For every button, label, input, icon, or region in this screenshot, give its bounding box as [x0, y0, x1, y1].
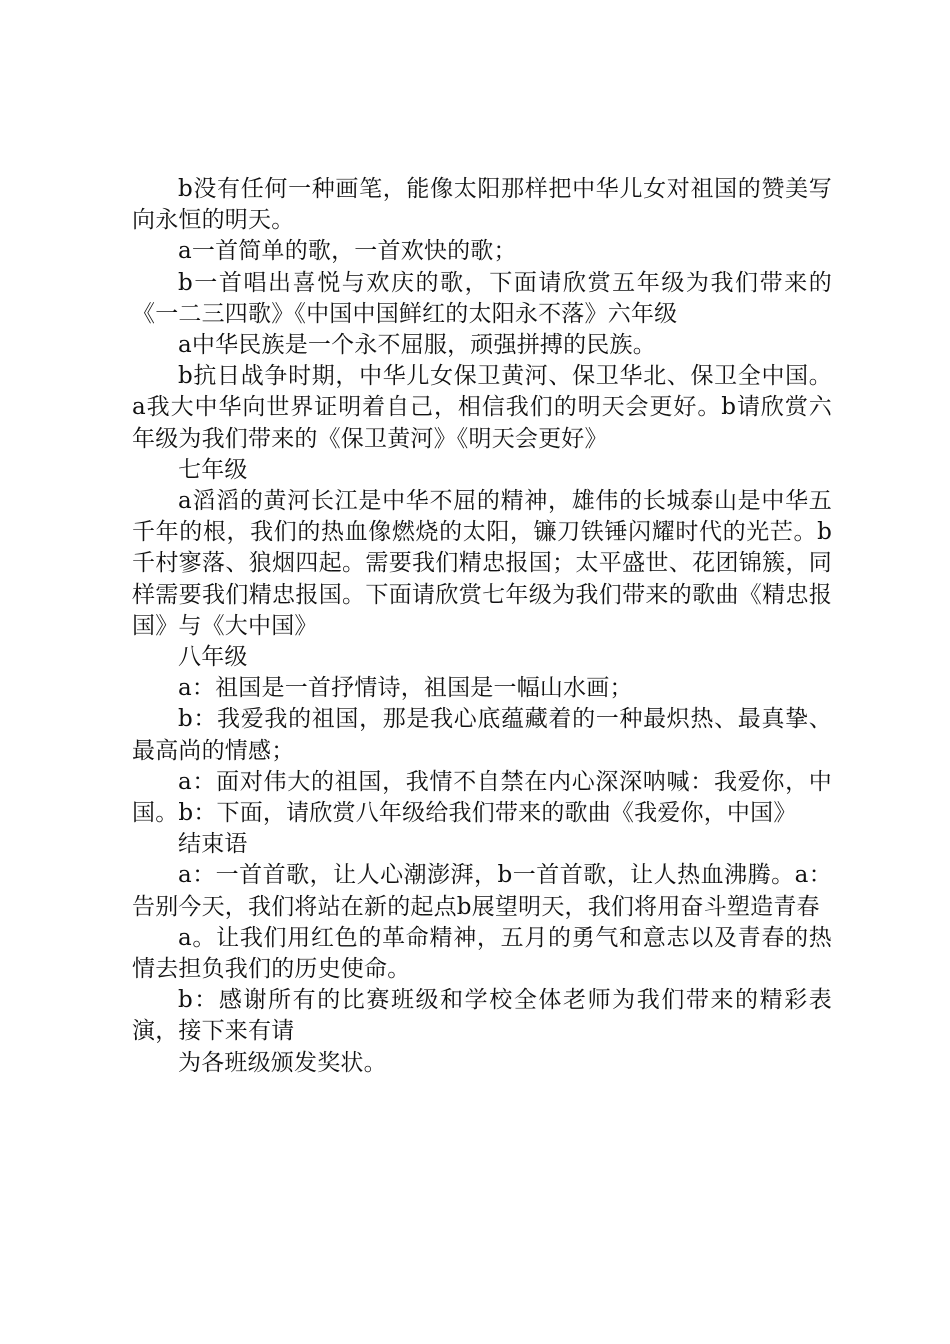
section-heading: 结束语 [178, 831, 248, 858]
paragraph: b：我爱我的祖国，那是我心底蕴藏着的一种最炽热、最真挚、最高尚的情感； [132, 706, 832, 764]
paragraph: b没有任何一种画笔，能像太阳那样把中华儿女对祖国的赞美写向永恒的明天。 [132, 176, 832, 234]
paragraph: b一首唱出喜悦与欢庆的歌，下面请欣赏五年级为我们带来的《一二三四歌》《中国中国鲜红的太阳永不落》六年级 [132, 269, 832, 327]
paragraph: a滔滔的黄河长江是中华不屈的精神，雄伟的长城泰山是中华五千年的根，我们的热血像燃烧的太阳，镰刀铁锤闪耀时代的光芒。b千村寥落、狼烟四起。需要我们精忠报国；太平盛世、花团锦簇，同样需要我们精忠报国。下面请欣赏七年级为我们带来的歌曲《精忠报国》与《大中国》 [132, 488, 832, 639]
paragraph: a一首简单的歌，一首欢快的歌； [178, 238, 517, 265]
paragraph: 为各班级颁发奖状。 [178, 1049, 387, 1076]
section-heading: 七年级 [178, 456, 248, 483]
paragraph: b抗日战争时期，中华儿女保卫黄河、保卫华北、保卫全中国。a我大中华向世界证明着自己，相信我们的明天会更好。b请欣赏六年级为我们带来的《保卫黄河》《明天会更好》 [132, 363, 832, 452]
document-body [132, 174, 832, 1079]
paragraph: a：一首首歌，让人心潮澎湃，b一首首歌，让人热血沸腾。a：告别今天，我们将站在新的起点b展望明天，我们将用奋斗塑造青春 [132, 862, 832, 920]
paragraph: b：感谢所有的比赛班级和学校全体老师为我们带来的精彩表演，接下来有请 [132, 987, 832, 1045]
paragraph: a：祖国是一首抒情诗，祖国是一幅山水画； [178, 675, 633, 702]
paragraph: a：面对伟大的祖国，我情不自禁在内心深深呐喊：我爱你，中国。b：下面，请欣赏八年级给我们带来的歌曲《我爱你，中国》 [132, 768, 832, 827]
paragraph: a。让我们用红色的革命精神，五月的勇气和意志以及青春的热情去担负我们的历史使命。 [132, 924, 832, 983]
section-heading: 八年级 [178, 644, 248, 671]
paragraph: a中华民族是一个永不屈服，顽强拼搏的民族。 [178, 332, 656, 359]
